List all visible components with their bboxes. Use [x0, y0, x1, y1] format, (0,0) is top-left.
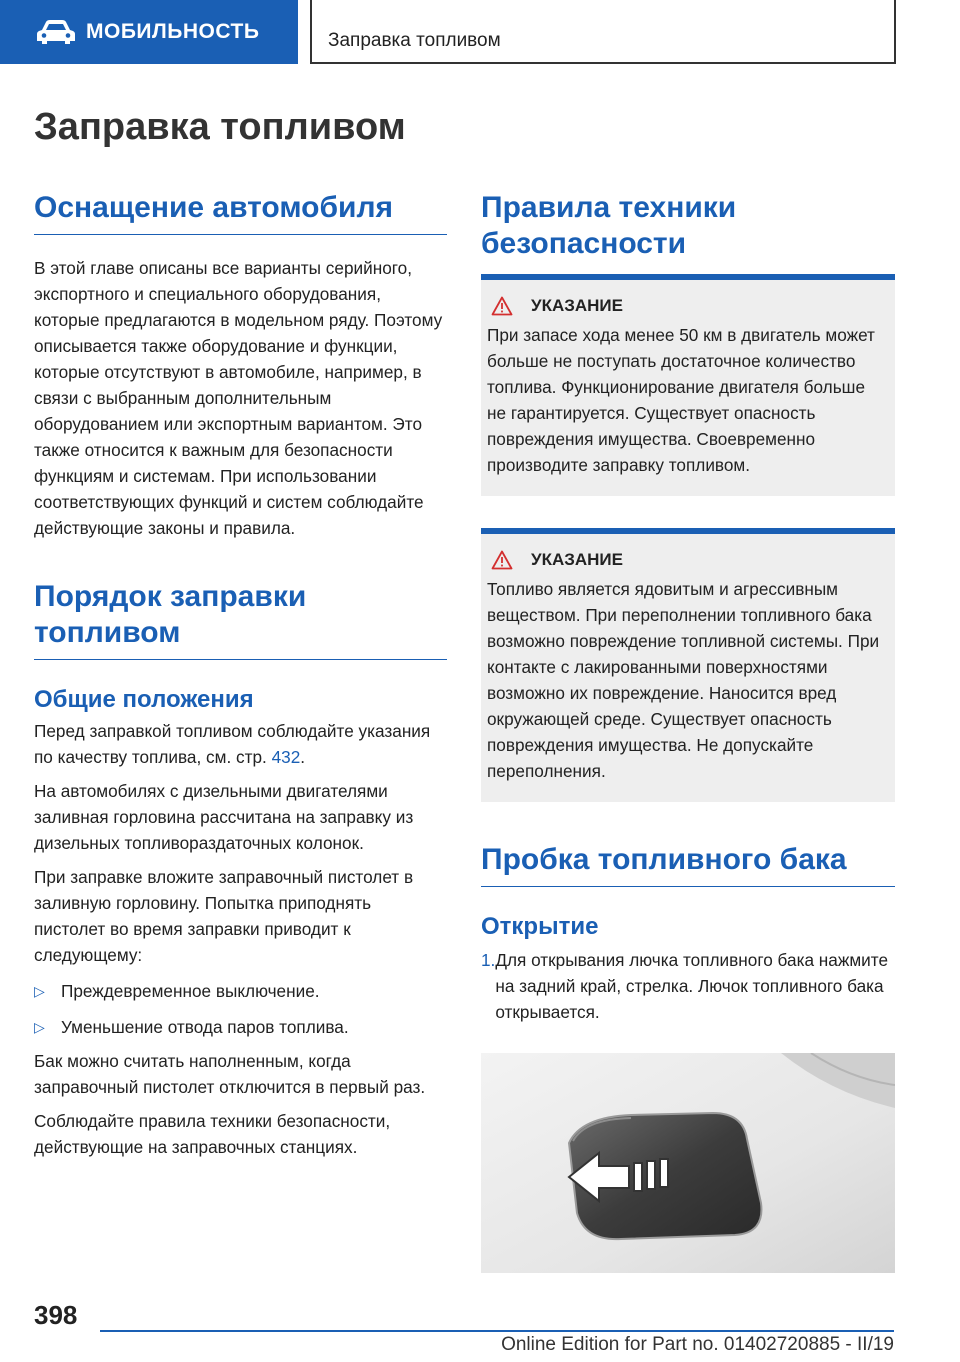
footer-divider [100, 1330, 894, 1332]
paragraph-fuel-quality-end: . [300, 747, 306, 767]
equipment-text: В этой главе описаны все варианты серийного, экспортного и специального оборудования, которые предлагаются в модельном ряду. Поэтому описывается также оборудование и функции, которые отсутствуют в автомобиле, например, в связи с выбранным дополнительным оборудованием или экспортным вариантом. Это также относится к важным для безопасности функциям и системам. При использовании соответствующих функций и систем соблюдайте действующие законы и правила. [34, 258, 443, 538]
step-item [481, 947, 895, 1025]
warning-header [491, 296, 887, 316]
list-item-text: Преждевременное выключение. [61, 981, 320, 1001]
section-tab[interactable] [0, 0, 298, 64]
warning-box [481, 528, 895, 802]
step-number: 1. [481, 950, 496, 970]
paragraph-nozzle: При заправке вложите заправочный пистолет в заливную горловину. Попытка приподнять пистолет во время заправки приводит к следующему: [34, 867, 414, 965]
fuel-cap-heading: Пробка топливного бака [481, 842, 895, 887]
warning-label: УКАЗАНИЕ [531, 296, 623, 315]
step-text: Для открывания лючка топливного бака нажмите на задний край, стрелка. Лючок топливного бака открывается. [495, 950, 889, 1022]
paragraph-safety-rules: Соблюдайте правила техники безопасности, действующие на заправочных станциях. [34, 1111, 391, 1157]
warning-header [491, 550, 887, 570]
page-number: 398 [34, 1300, 78, 1330]
edition-info: Online Edition for Part no. 01402720885 - II/19 [501, 1334, 894, 1355]
general-subheading: Общие положения [34, 686, 254, 713]
right-column [481, 190, 895, 1278]
left-column [34, 190, 447, 1160]
list-item [34, 1014, 447, 1040]
page-title: Заправка топливом [34, 106, 406, 148]
warning-box [481, 274, 895, 496]
list-item-text: Уменьшение отвода паров топлива. [61, 1017, 349, 1037]
warning-text: Топливо является ядовитым и агрессивным веществом. При переполнении топливного бака возможно повреждение топливной системы. При контакте с лакированными поверхностями возможно их повреждение. Наносится вред окружающей среде. Существует опасность повреждения имущества. Не допускайте переполнения. [487, 579, 880, 781]
equipment-heading: Оснащение автомобиля [34, 190, 447, 235]
safety-heading: Правила техники безопасности [481, 191, 737, 260]
car-icon [36, 18, 76, 46]
chapter-header [310, 0, 896, 64]
list-item [34, 978, 447, 1004]
bullet-triangle-icon: ▷ [34, 983, 45, 999]
section-tab-label: МОБИЛЬНОСТЬ [86, 20, 260, 43]
warning-triangle-icon [491, 550, 513, 570]
warning-triangle-icon [491, 296, 513, 316]
paragraph-fuel-quality [34, 718, 447, 770]
chapter-header-label: Заправка топливом [328, 30, 501, 51]
paragraph-fuel-quality-text: Перед заправкой топливом соблюдайте указания по качеству топлива, см. стр. [34, 721, 431, 767]
bullet-triangle-icon: ▷ [34, 1019, 45, 1035]
fuel-flap-illustration [481, 1053, 895, 1273]
paragraph-diesel: На автомобилях с дизельными двигателями заливная горловина рассчитана на заправку из дизельных топливораздаточных колонок. [34, 781, 414, 853]
opening-subheading: Открытие [481, 913, 599, 940]
warning-text: При запасе хода менее 50 км в двигатель может больше не поступать достаточное количество топлива. Функционирование двигателя больше не гарантируется. Существует опасность повреждения имущества. Своевременно производите заправку топливом. [487, 325, 875, 475]
warning-label: УКАЗАНИЕ [531, 550, 623, 569]
paragraph-full-tank: Бак можно считать наполненным, когда заправочный пистолет отключится в первый раз. [34, 1051, 426, 1097]
procedure-heading: Порядок заправки топливом [34, 579, 447, 660]
page-link-432[interactable]: 432 [271, 747, 301, 767]
